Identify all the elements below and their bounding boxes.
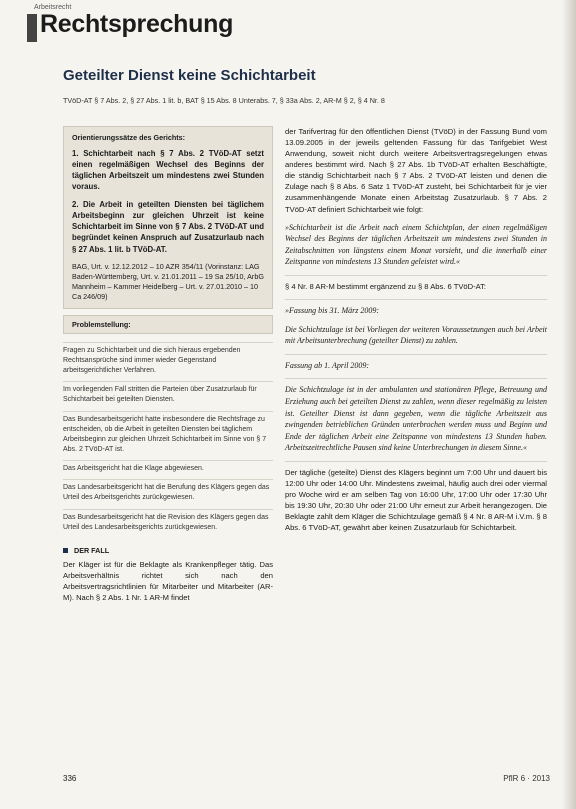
problem-item: Das Arbeitsgericht hat die Klage abgewiesen. (63, 460, 273, 479)
page-edge-shadow (562, 0, 576, 809)
quote-version-heading: Fassung ab 1. April 2009: (285, 360, 370, 370)
right-column (285, 126, 547, 540)
orientation-box (63, 126, 273, 309)
facts-heading (63, 546, 273, 555)
problem-item: Fragen zu Schichtarbeit und die sich hieraus ergebenden Rechtsansprüche sind immer wieder Gegenstand arbeitsgerichtlicher Verfahren. (63, 342, 273, 381)
quote-schichtarbeit: »Schichtarbeit ist die Arbeit nach einem Schichtplan, der einen regelmäßigen Wechsel des Beginns der täglichen Arbeitszeit um mindestens zwei Stunden in Zeitabschnitten von längstens einem Monat vorsieht, und die innerhalb einer Zeitspanne von mindestens 13 Stunden geleistet wird.« (285, 222, 547, 267)
problem-item: Das Bundesarbeitsgericht hat die Revision des Klägers gegen das Urteil des Landesarbeitsgerichts zurückgewiesen. (63, 509, 273, 538)
page-number: 336 (63, 774, 77, 783)
section-tag: Arbeitsrecht (34, 4, 72, 11)
facts-text: Der Kläger ist für die Beklagte als Krankenpfleger tätig. Das Arbeitsverhältnis richtet sich nach den Arbeitsvertragsrichtlinien für Mitarbeiter und Mitarbeiter (AR-M). Nach § 2 Abs. 1 Nr. 1 AR-M findet (63, 559, 273, 603)
quote-version-heading: »Fassung bis 31. März 2009: (285, 306, 380, 316)
quote-text: Die Schichtzulage ist in der ambulanten und stationären Pflege, Betreuung und Erziehung auch bei geteilten Dienst zu zahlen, wenn dieser regelmäßig zu leisten ist. Geteilter Dienst ist dann gegeben, wenn die tägliche Arbeitszeit aus zwingenden betrieblichen Gründen unterbrochen werden muss und Beginn und Ende der täglichen Arbeit eine Zeitspanne von mindestens 13 Stunden haben. Arbeitszeitrechtliche Pausen sind keine Unterbrechungen in diesem Sinne.« (285, 385, 547, 453)
article-title: Geteilter Dienst keine Schichtarbeit (63, 67, 316, 84)
body-paragraph: der Tarifvertrag für den öffentlichen Dienst (TVöD) in der Fassung Bund vom 13.09.2005 in der jeweils geltenden Fassung für das Tarifgebiet West Anwendung, soweit nicht durch weitere Arbeitsvertragsregelungen etwas anderes bestimmt wird. Nach § 27 Abs. 1b TVöD-AT erhalten Beschäftigte, die ständig Schichtarbeit nach § 7 Abs. 2 TVöD-AT leisten und denen die Zulage nach § 8 Abs. 6 Satz 1 TVöD-AT zusteht, bei Schichtarbeit für je vier zusammenhängende Monate einen Arbeitstag Zusatzurlaub. § 7 Abs. 2 TVöD-AT definiert Schichtarbeit wie folgt: (285, 127, 547, 214)
divider-block (285, 299, 547, 347)
header-marker-bar (27, 14, 37, 42)
facts-heading-label: DER FALL (74, 545, 110, 555)
orientation-heading: Orientierungssätze des Gerichts: (72, 133, 186, 142)
problem-heading: Problemstellung: (63, 315, 273, 334)
problem-item: Im vorliegenden Fall stritten die Parteien über Zusatzurlaub für Schichtarbeit bei geteilten Diensten. (63, 381, 273, 410)
divider-block (285, 461, 547, 533)
legal-references: TVöD-AT § 7 Abs. 2, § 27 Abs. 1 lit. b, BAT § 15 Abs. 8 Unterabs. 7, § 33a Abs. 2, AR-M § 2, § 4 Nr. 8 (63, 96, 385, 105)
orientation-point-1: 1. Schichtarbeit nach § 7 Abs. 2 TVöD-AT setzt einen regelmäßigen Wechsel des Beginns der täglichen Arbeitszeit um mindestens zwei Stunden voraus. (72, 149, 264, 192)
body-paragraph: Der tägliche (geteilte) Dienst des Klägers beginnt um 7:00 Uhr und dauert bis 12:00 Uhr oder 14:00 Uhr. Mindestens zweimal, häufig auch drei oder viermal pro Woche wird er am selben Tag von 16:00 Uhr, 17:00 Uhr oder 17:30 Uhr bis 19:30 Uhr, 20:30 Uhr oder 21:00 Uhr erneut zur Arbeit herangezogen. Die Beklagte zahlt dem Kläger die Schichtzulage gemäß § 4 Nr. 8 AR-M i.V.m. § 8 Abs. 6 TVöD-AT, gewährt aber keinen Zusatzurlaub für Schichtarbeit. (285, 468, 547, 533)
divider-block (285, 354, 547, 372)
orientation-point-2: 2. Die Arbeit in geteilten Diensten bei täglichem Arbeitsbeginn zur gleichen Uhrzeit ist keine Schichtarbeit im Sinne von § 7 Abs. 2 TVöD-AT und begründet keinen Anspruch auf Zusatzurlaub nach § 27 Abs. 1 lit. b TVöD-AT. (72, 200, 264, 254)
divider-block (285, 378, 547, 454)
court-citation: BAG, Urt. v. 12.12.2012 – 10 AZR 354/11 (Vorinstanz: LAG Baden-Württemberg, Urt. v. 21.01.2011 – 19 Sa 25/10, ArbG Mannheim – Kammer Heidelberg – Urt. v. 27.01.2010 – 10 Ca 246/09) (72, 261, 264, 301)
divider-block (285, 275, 547, 292)
journal-reference: PflR 6 · 2013 (503, 774, 550, 783)
problem-item: Das Bundesarbeitsgericht hatte insbesondere die Rechtsfrage zu entscheiden, ob die Arbeit in geteilten Diensten bei täglichem Arbeitsbeginn zur gleichen Uhrzeit Schichtarbeit im Sinne von § 7 Abs. 2 TVöD-AT ist. (63, 411, 273, 461)
header-title: Rechtsprechung (40, 10, 234, 38)
square-bullet-icon (63, 548, 68, 553)
left-column (63, 126, 273, 609)
quote-text: Die Schichtzulage ist bei Vorliegen der weiteren Voraussetzungen auch bei Arbeit mit Arbeitsunterbrechung (geteilter Dienst) zu zahlen. (285, 324, 547, 346)
problem-item: Das Landesarbeitsgericht hat die Berufung des Klägers gegen das Urteil des Arbeitsgerichts zurückgewiesen. (63, 479, 273, 508)
body-paragraph: § 4 Nr. 8 AR-M bestimmt ergänzend zu § 8 Abs. 6 TVöD-AT: (285, 282, 487, 291)
